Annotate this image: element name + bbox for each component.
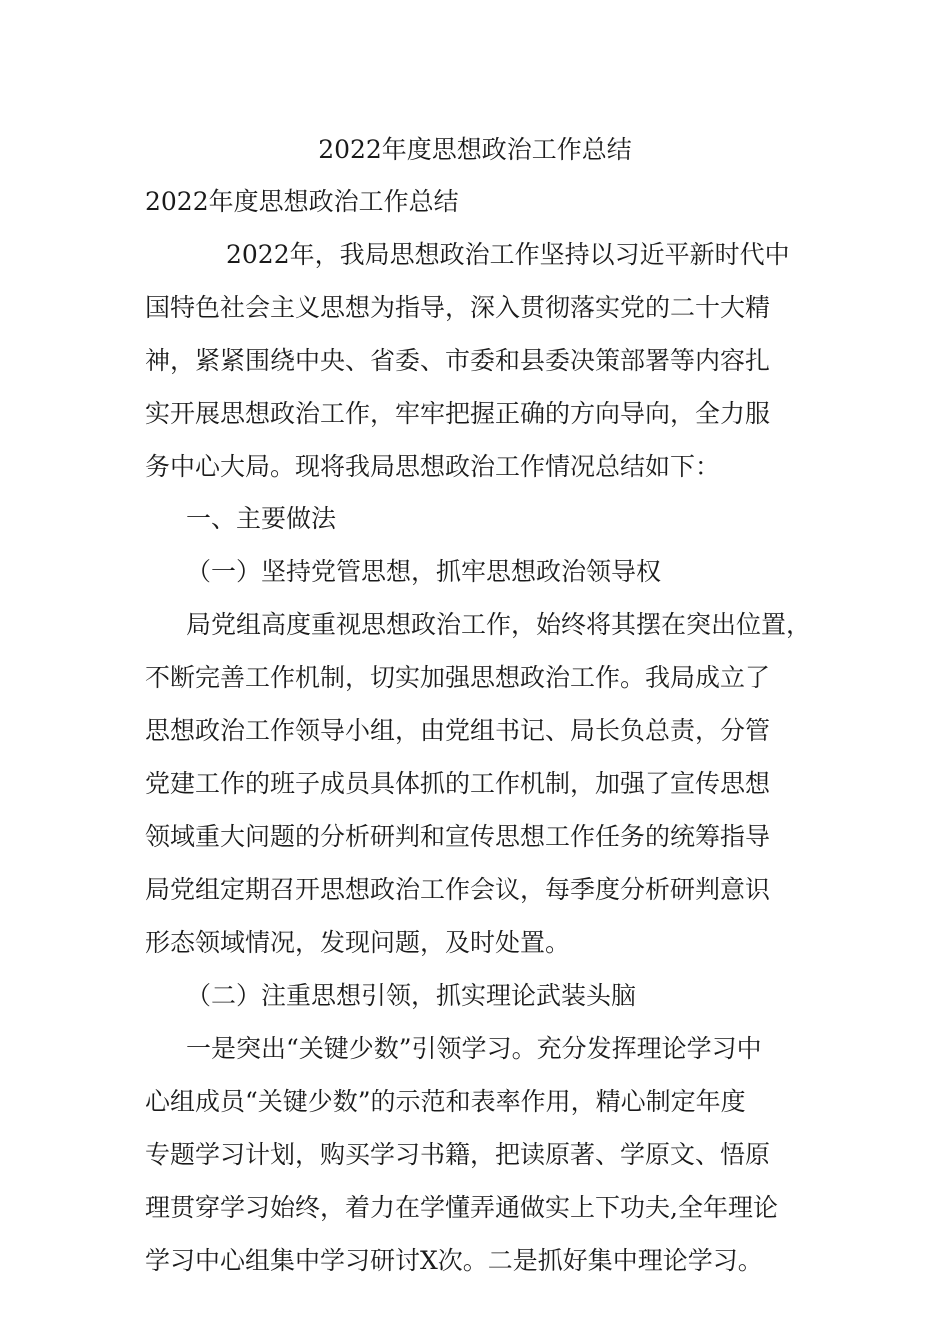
paragraph-line: 心组成员“关键少数”的示范和表率作用，精心制定年度 (145, 1087, 746, 1116)
subsection-heading: （一）坚持党管思想，抓牢思想政治领导权 (186, 557, 662, 586)
paragraph-line: 形态领域情况，发现问题，及时处置。 (145, 928, 571, 957)
paragraph-line: 专题学习计划，购买学习书籍，把读原著、学原文、悟原 (145, 1140, 771, 1169)
paragraph-line: 学习中心组集中学习研讨X次。二是抓好集中理论学习。 (145, 1246, 763, 1275)
paragraph-line: 思想政治工作领导小组，由党组书记、局长负总责，分管 (145, 716, 771, 745)
paragraph-line: 局党组定期召开思想政治工作会议，每季度分析研判意识 (145, 875, 771, 904)
paragraph-line: 局党组高度重视思想政治工作，始终将其摆在突出位置， (186, 610, 812, 639)
document-title: 2022年度思想政治工作总结 (318, 135, 632, 164)
paragraph-line: 务中心大局。现将我局思想政治工作情况总结如下： (145, 452, 721, 481)
paragraph-line: 神，紧紧围绕中央、省委、市委和县委决策部署等内容扎 (145, 346, 771, 375)
document-subtitle: 2022年度思想政治工作总结 (145, 187, 459, 216)
section-heading: 一、主要做法 (186, 504, 337, 533)
paragraph-line: 一是突出“关键少数”引领学习。充分发挥理论学习中 (186, 1034, 762, 1063)
paragraph-line: 2022年，我局思想政治工作坚持以习近平新时代中 (226, 240, 790, 269)
paragraph-line: 理贯穿学习始终，着力在学懂弄通做实上下功夫,全年理论 (145, 1193, 778, 1222)
paragraph-line: 领域重大问题的分析研判和宣传思想工作任务的统筹指导 (145, 822, 771, 851)
paragraph-line: 国特色社会主义思想为指导，深入贯彻落实党的二十大精 (145, 293, 771, 322)
subsection-heading: （二）注重思想引领，抓实理论武装头脑 (186, 981, 637, 1010)
paragraph-line: 实开展思想政治工作，牢牢把握正确的方向导向，全力服 (145, 399, 771, 428)
paragraph-line: 党建工作的班子成员具体抓的工作机制，加强了宣传思想 (145, 769, 771, 798)
paragraph-line: 不断完善工作机制，切实加强思想政治工作。我局成立了 (145, 663, 771, 692)
